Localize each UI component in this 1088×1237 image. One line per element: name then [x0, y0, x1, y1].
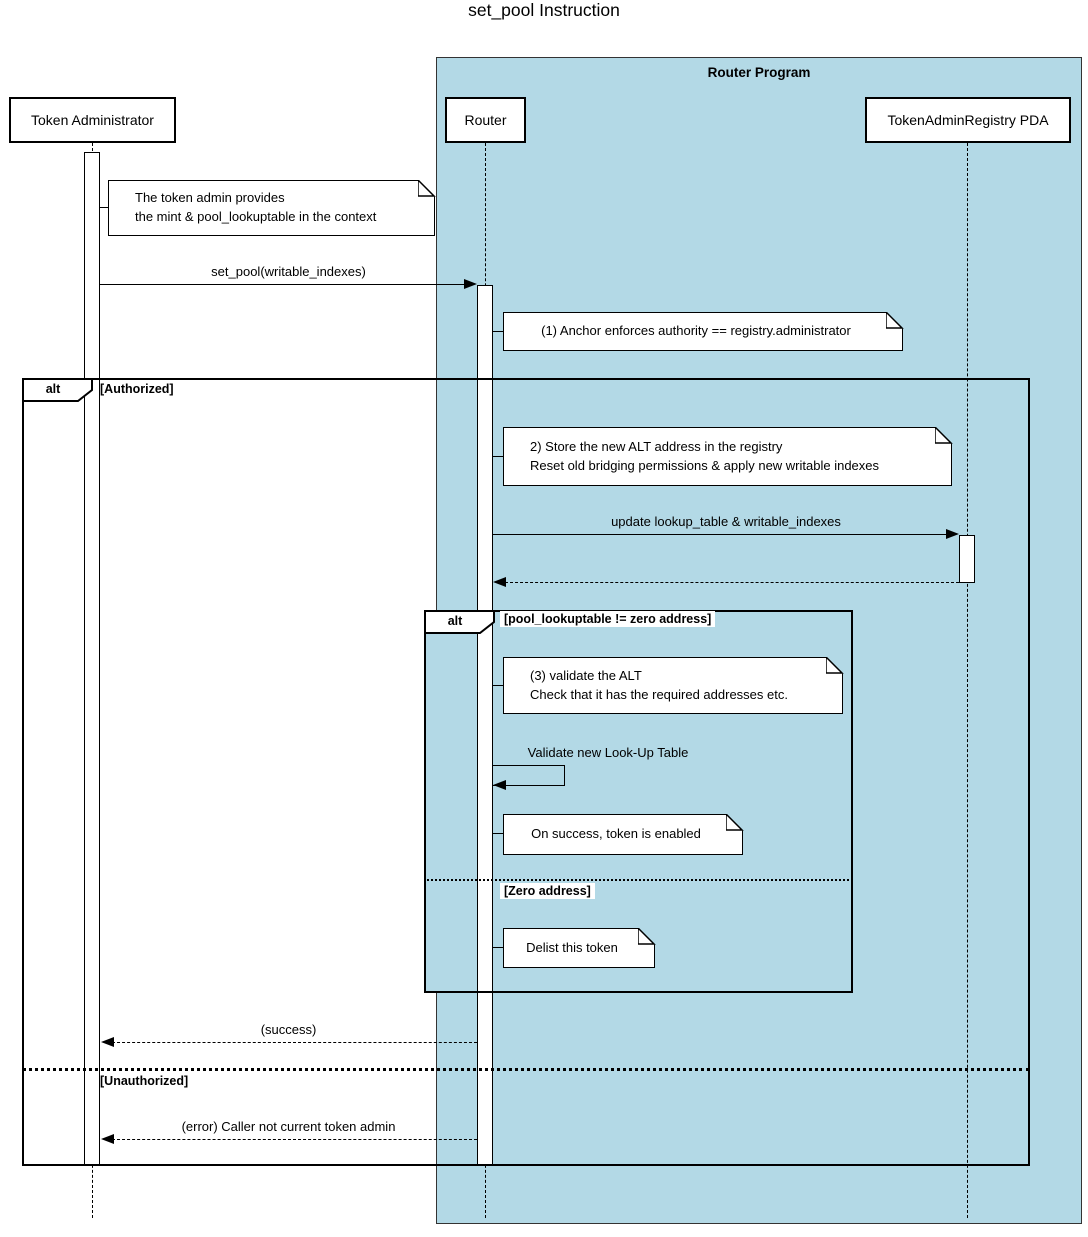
note-fold-icon [935, 427, 953, 445]
return-success-label: (success) [260, 1022, 317, 1037]
message-set-pool-arrowhead [464, 279, 477, 289]
note-line: Delist this token [526, 939, 618, 955]
inner-alt-guard-not-zero: [pool_lookuptable != zero address] [500, 611, 715, 627]
return-pda-line [505, 582, 959, 583]
return-pda-arrowhead [493, 577, 506, 587]
note-line: (1) Anchor enforces authority == registry.administrator [541, 323, 851, 339]
note-fold-icon [638, 928, 656, 946]
note-store-alt-address [503, 427, 952, 486]
return-error-line [112, 1139, 477, 1140]
note-line: 2) Store the new ALT address in the registry [530, 438, 783, 454]
note-line: (3) validate the ALT [530, 667, 642, 683]
participant-token-administrator [9, 97, 176, 143]
return-success-arrowhead [101, 1037, 114, 1047]
inner-alt-divider [424, 879, 853, 881]
participant-router [445, 97, 526, 143]
message-update-arrowhead [946, 529, 959, 539]
participant-tokenadminregistry-pda-label: TokenAdminRegistry PDA [887, 112, 1049, 128]
message-update-line [493, 534, 948, 535]
note-delist-token [503, 928, 655, 968]
diagram-title: set_pool Instruction [468, 0, 620, 20]
inner-alt-operator: alt [447, 614, 463, 628]
return-success-line [112, 1042, 477, 1043]
self-message-validate-arrowhead [493, 780, 506, 790]
note-line: Check that it has the required addresses etc. [530, 686, 788, 702]
note-fold-icon [886, 312, 904, 330]
participant-token-administrator-label: Token Administrator [31, 112, 154, 128]
return-error-arrowhead [101, 1134, 114, 1144]
message-set-pool-line [100, 284, 466, 285]
note-line: Reset old bridging permissions & apply new writable indexes [530, 457, 880, 473]
outer-alt-divider [22, 1068, 1030, 1071]
outer-alt-guard-unauthorized: [Unauthorized] [100, 1074, 189, 1088]
note-line: the mint & pool_lookuptable in the context [135, 209, 377, 224]
message-update-label: update lookup_table & writable_indexes [611, 514, 841, 529]
note-anchor-enforces [503, 312, 903, 351]
outer-alt-operator: alt [45, 382, 61, 396]
note-line: The token admin provides [135, 190, 285, 206]
router-program-frame-label: Router Program [707, 65, 811, 80]
participant-tokenadminregistry-pda [865, 97, 1071, 143]
participant-router-label: Router [464, 112, 507, 128]
return-error-label: (error) Caller not current token admin [181, 1119, 396, 1134]
note-token-admin-provides [108, 180, 435, 236]
outer-alt-guard-authorized: [Authorized] [100, 382, 174, 396]
note-fold-icon [826, 657, 844, 675]
message-set-pool-label: set_pool(writable_indexes) [211, 264, 366, 279]
note-on-success [503, 814, 743, 855]
note-validate-alt [503, 657, 843, 714]
note-fold-icon [418, 180, 436, 198]
note-line: On success, token is enabled [531, 826, 701, 842]
inner-alt-guard-zero-address: [Zero address] [500, 883, 595, 899]
note-fold-icon [726, 814, 744, 832]
self-message-validate-label: Validate new Look-Up Table [527, 745, 689, 760]
